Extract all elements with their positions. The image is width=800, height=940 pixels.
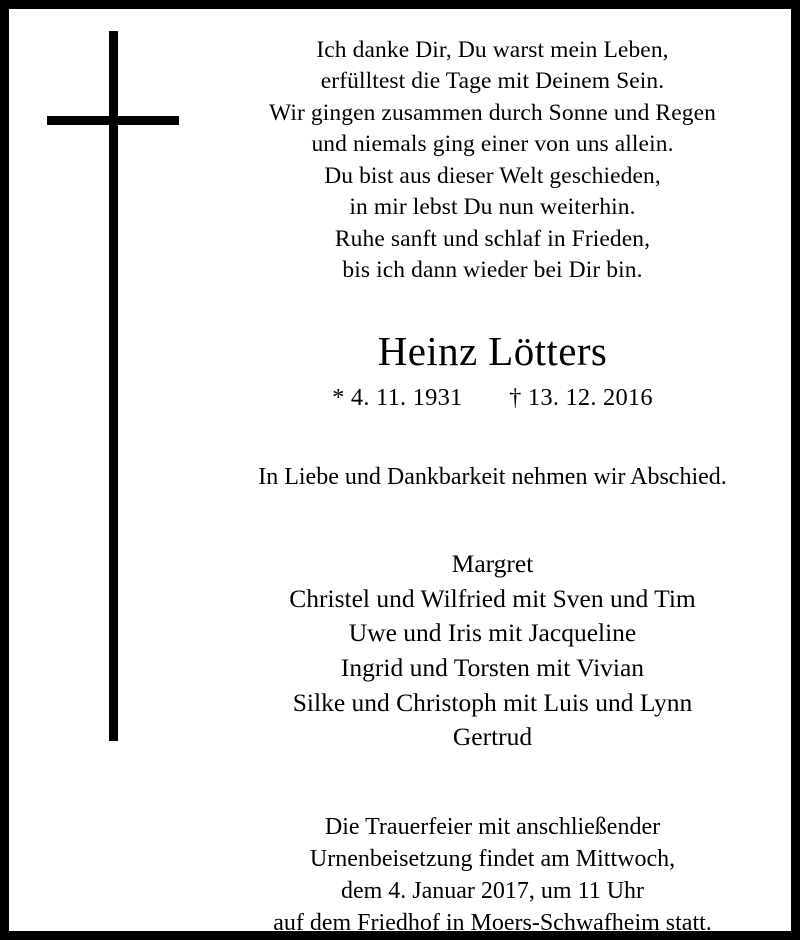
death-date: † 13. 12. 2016 [509,383,653,411]
ceremony-line: auf dem Friedhof in Moers-Schwafheim statt. [273,910,712,937]
mourner-line: Ingrid und Torsten mit Vivian [340,652,645,682]
life-dates [194,384,791,412]
mourner-line: Gertrud [452,722,533,752]
poem-line: Wir gingen zusammen durch Sonne und Regen [269,99,716,126]
mourner-line: Silke und Christoph mit Luis und Lynn [292,687,693,717]
cross-vertical-bar [109,31,118,741]
farewell-text: In Liebe und Dankbarkeit nehmen wir Abschied. [258,463,727,490]
ceremony-line: Die Trauerfeier mit anschließender [324,814,661,840]
memorial-poem [194,35,791,287]
deceased-name: Heinz Lötters [377,327,608,374]
ceremony-line: dem 4. Januar 2017, um 11 Uhr [340,878,645,905]
cross-horizontal-bar [47,116,179,125]
ceremony-line: Urnenbeisetzung findet am Mittwoch, [309,846,676,873]
poem-line: Ich danke Dir, Du warst mein Leben, [316,37,669,63]
ceremony-details [194,811,791,940]
poem-line: in mir lebst Du nun weiterhin. [349,194,636,221]
mourner-line: Margret [451,548,534,578]
mourners-list [194,547,791,755]
poem-line: Du bist aus dieser Welt geschieden, [324,162,661,189]
notice-inner-frame [9,9,791,937]
notice-content [194,9,791,940]
poem-line: erfülltest die Tage mit Deinem Sein. [320,68,665,95]
poem-line: und niemals ging einer von uns allein. [311,131,674,158]
poem-line: Ruhe sanft und schlaf in Frieden, [334,225,651,252]
mourner-line: Christel und Wilfried mit Sven und Tim [289,583,696,613]
poem-line: bis ich dann wieder bei Dir bin. [342,257,643,284]
mourner-line: Uwe und Iris mit Jacqueline [348,618,637,648]
birth-date: * 4. 11. 1931 [332,383,463,411]
